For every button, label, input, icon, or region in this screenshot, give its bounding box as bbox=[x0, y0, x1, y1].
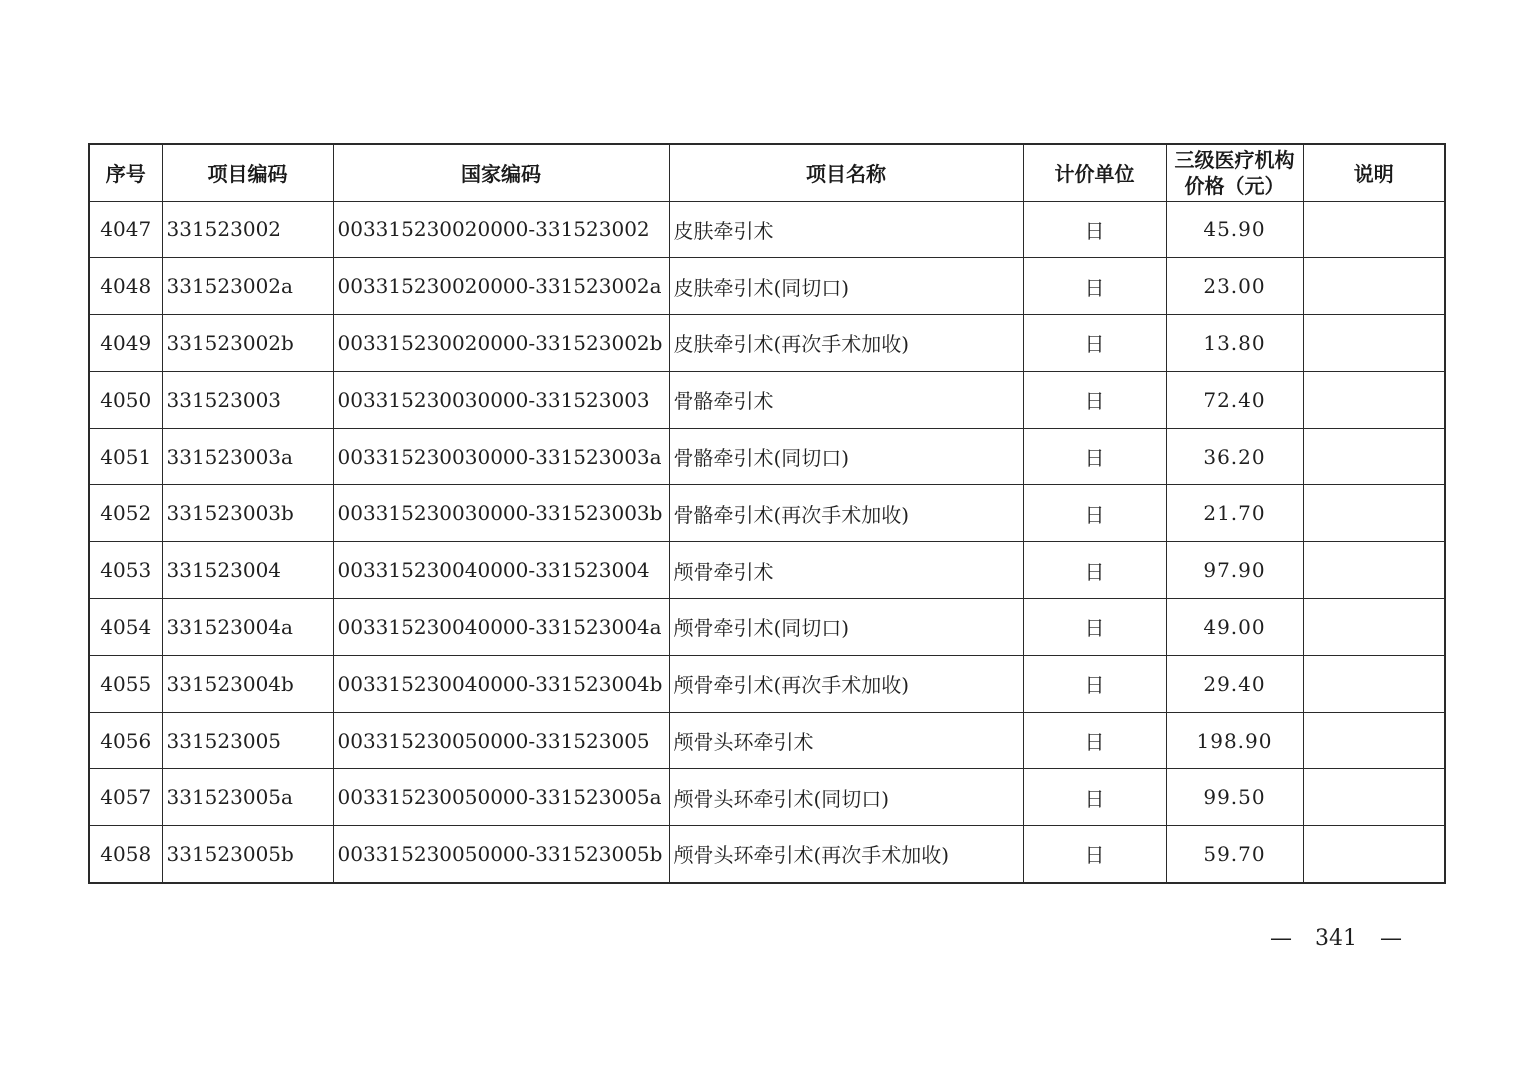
cell-national-code: 003315230030000-331523003 bbox=[333, 371, 669, 428]
cell-item-code: 331523004a bbox=[162, 599, 333, 656]
table-header bbox=[89, 144, 1445, 201]
cell-item-name: 颅骨牵引术(再次手术加收) bbox=[669, 655, 1023, 712]
cell-unit: 日 bbox=[1023, 258, 1166, 315]
cell-note bbox=[1303, 712, 1445, 769]
page-number: — 341 — bbox=[1270, 926, 1402, 951]
cell-price: 49.00 bbox=[1166, 599, 1303, 656]
cell-item-code: 331523004b bbox=[162, 655, 333, 712]
cell-seq: 4054 bbox=[89, 599, 162, 656]
cell-price: 198.90 bbox=[1166, 712, 1303, 769]
cell-item-name: 皮肤牵引术(再次手术加收) bbox=[669, 315, 1023, 372]
col-header-price bbox=[1166, 144, 1303, 201]
cell-item-code: 331523004 bbox=[162, 542, 333, 599]
header-row bbox=[89, 144, 1445, 201]
cell-price: 99.50 bbox=[1166, 769, 1303, 826]
cell-item-code: 331523002a bbox=[162, 258, 333, 315]
cell-national-code: 003315230020000-331523002a bbox=[333, 258, 669, 315]
cell-unit: 日 bbox=[1023, 485, 1166, 542]
cell-item-name: 颅骨牵引术 bbox=[669, 542, 1023, 599]
cell-unit: 日 bbox=[1023, 542, 1166, 599]
table-row bbox=[89, 712, 1445, 769]
cell-unit: 日 bbox=[1023, 769, 1166, 826]
cell-national-code: 003315230050000-331523005 bbox=[333, 712, 669, 769]
cell-national-code: 003315230030000-331523003a bbox=[333, 428, 669, 485]
cell-note bbox=[1303, 258, 1445, 315]
cell-seq: 4049 bbox=[89, 315, 162, 372]
cell-price: 13.80 bbox=[1166, 315, 1303, 372]
cell-note bbox=[1303, 371, 1445, 428]
cell-item-code: 331523005 bbox=[162, 712, 333, 769]
col-header-unit: 计价单位 bbox=[1023, 144, 1166, 201]
cell-national-code: 003315230040000-331523004b bbox=[333, 655, 669, 712]
cell-seq: 4051 bbox=[89, 428, 162, 485]
cell-note bbox=[1303, 826, 1445, 883]
cell-seq: 4052 bbox=[89, 485, 162, 542]
cell-price: 72.40 bbox=[1166, 371, 1303, 428]
cell-national-code: 003315230050000-331523005a bbox=[333, 769, 669, 826]
cell-note bbox=[1303, 315, 1445, 372]
cell-seq: 4047 bbox=[89, 201, 162, 258]
col-header-note: 说明 bbox=[1303, 144, 1445, 201]
cell-note bbox=[1303, 599, 1445, 656]
cell-item-name: 骨骼牵引术(同切口) bbox=[669, 428, 1023, 485]
cell-seq: 4058 bbox=[89, 826, 162, 883]
cell-note bbox=[1303, 428, 1445, 485]
cell-price: 45.90 bbox=[1166, 201, 1303, 258]
table-row bbox=[89, 599, 1445, 656]
cell-unit: 日 bbox=[1023, 201, 1166, 258]
table-body bbox=[89, 201, 1445, 883]
table-row bbox=[89, 315, 1445, 372]
cell-seq: 4053 bbox=[89, 542, 162, 599]
cell-item-name: 骨骼牵引术 bbox=[669, 371, 1023, 428]
col-header-national-code: 国家编码 bbox=[333, 144, 669, 201]
cell-seq: 4057 bbox=[89, 769, 162, 826]
table-row bbox=[89, 201, 1445, 258]
cell-unit: 日 bbox=[1023, 599, 1166, 656]
cell-note bbox=[1303, 485, 1445, 542]
cell-item-code: 331523002 bbox=[162, 201, 333, 258]
cell-item-name: 皮肤牵引术(同切口) bbox=[669, 258, 1023, 315]
cell-unit: 日 bbox=[1023, 428, 1166, 485]
cell-price: 59.70 bbox=[1166, 826, 1303, 883]
cell-item-name: 皮肤牵引术 bbox=[669, 201, 1023, 258]
cell-item-code: 331523003b bbox=[162, 485, 333, 542]
table-row bbox=[89, 485, 1445, 542]
col-header-price-line1: 三级医疗机构 bbox=[1174, 147, 1295, 172]
col-header-item-name: 项目名称 bbox=[669, 144, 1023, 201]
cell-item-name: 骨骼牵引术(再次手术加收) bbox=[669, 485, 1023, 542]
cell-price: 36.20 bbox=[1166, 428, 1303, 485]
table-row bbox=[89, 542, 1445, 599]
cell-unit: 日 bbox=[1023, 371, 1166, 428]
cell-note bbox=[1303, 542, 1445, 599]
cell-item-name: 颅骨头环牵引术(同切口) bbox=[669, 769, 1023, 826]
cell-unit: 日 bbox=[1023, 315, 1166, 372]
cell-national-code: 003315230030000-331523003b bbox=[333, 485, 669, 542]
table-row bbox=[89, 258, 1445, 315]
col-header-price-line2: 价格（元） bbox=[1184, 173, 1285, 198]
cell-price: 21.70 bbox=[1166, 485, 1303, 542]
cell-seq: 4055 bbox=[89, 655, 162, 712]
cell-item-name: 颅骨头环牵引术 bbox=[669, 712, 1023, 769]
cell-price: 97.90 bbox=[1166, 542, 1303, 599]
cell-item-name: 颅骨牵引术(同切口) bbox=[669, 599, 1023, 656]
cell-unit: 日 bbox=[1023, 826, 1166, 883]
cell-item-code: 331523005a bbox=[162, 769, 333, 826]
cell-unit: 日 bbox=[1023, 655, 1166, 712]
cell-item-code: 331523002b bbox=[162, 315, 333, 372]
cell-item-code: 331523003a bbox=[162, 428, 333, 485]
col-header-seq: 序号 bbox=[89, 144, 162, 201]
cell-item-code: 331523003 bbox=[162, 371, 333, 428]
cell-national-code: 003315230020000-331523002b bbox=[333, 315, 669, 372]
cell-price: 23.00 bbox=[1166, 258, 1303, 315]
cell-note bbox=[1303, 201, 1445, 258]
table-row bbox=[89, 655, 1445, 712]
cell-item-code: 331523005b bbox=[162, 826, 333, 883]
table-row bbox=[89, 826, 1445, 883]
cell-item-name: 颅骨头环牵引术(再次手术加收) bbox=[669, 826, 1023, 883]
cell-seq: 4050 bbox=[89, 371, 162, 428]
cell-national-code: 003315230040000-331523004a bbox=[333, 599, 669, 656]
cell-price: 29.40 bbox=[1166, 655, 1303, 712]
table-row bbox=[89, 769, 1445, 826]
cell-note bbox=[1303, 655, 1445, 712]
cell-note bbox=[1303, 769, 1445, 826]
price-table bbox=[88, 143, 1446, 884]
cell-seq: 4056 bbox=[89, 712, 162, 769]
cell-seq: 4048 bbox=[89, 258, 162, 315]
col-header-item-code: 项目编码 bbox=[162, 144, 333, 201]
table-row bbox=[89, 371, 1445, 428]
table-row bbox=[89, 428, 1445, 485]
cell-national-code: 003315230050000-331523005b bbox=[333, 826, 669, 883]
cell-national-code: 003315230040000-331523004 bbox=[333, 542, 669, 599]
cell-national-code: 003315230020000-331523002 bbox=[333, 201, 669, 258]
cell-unit: 日 bbox=[1023, 712, 1166, 769]
